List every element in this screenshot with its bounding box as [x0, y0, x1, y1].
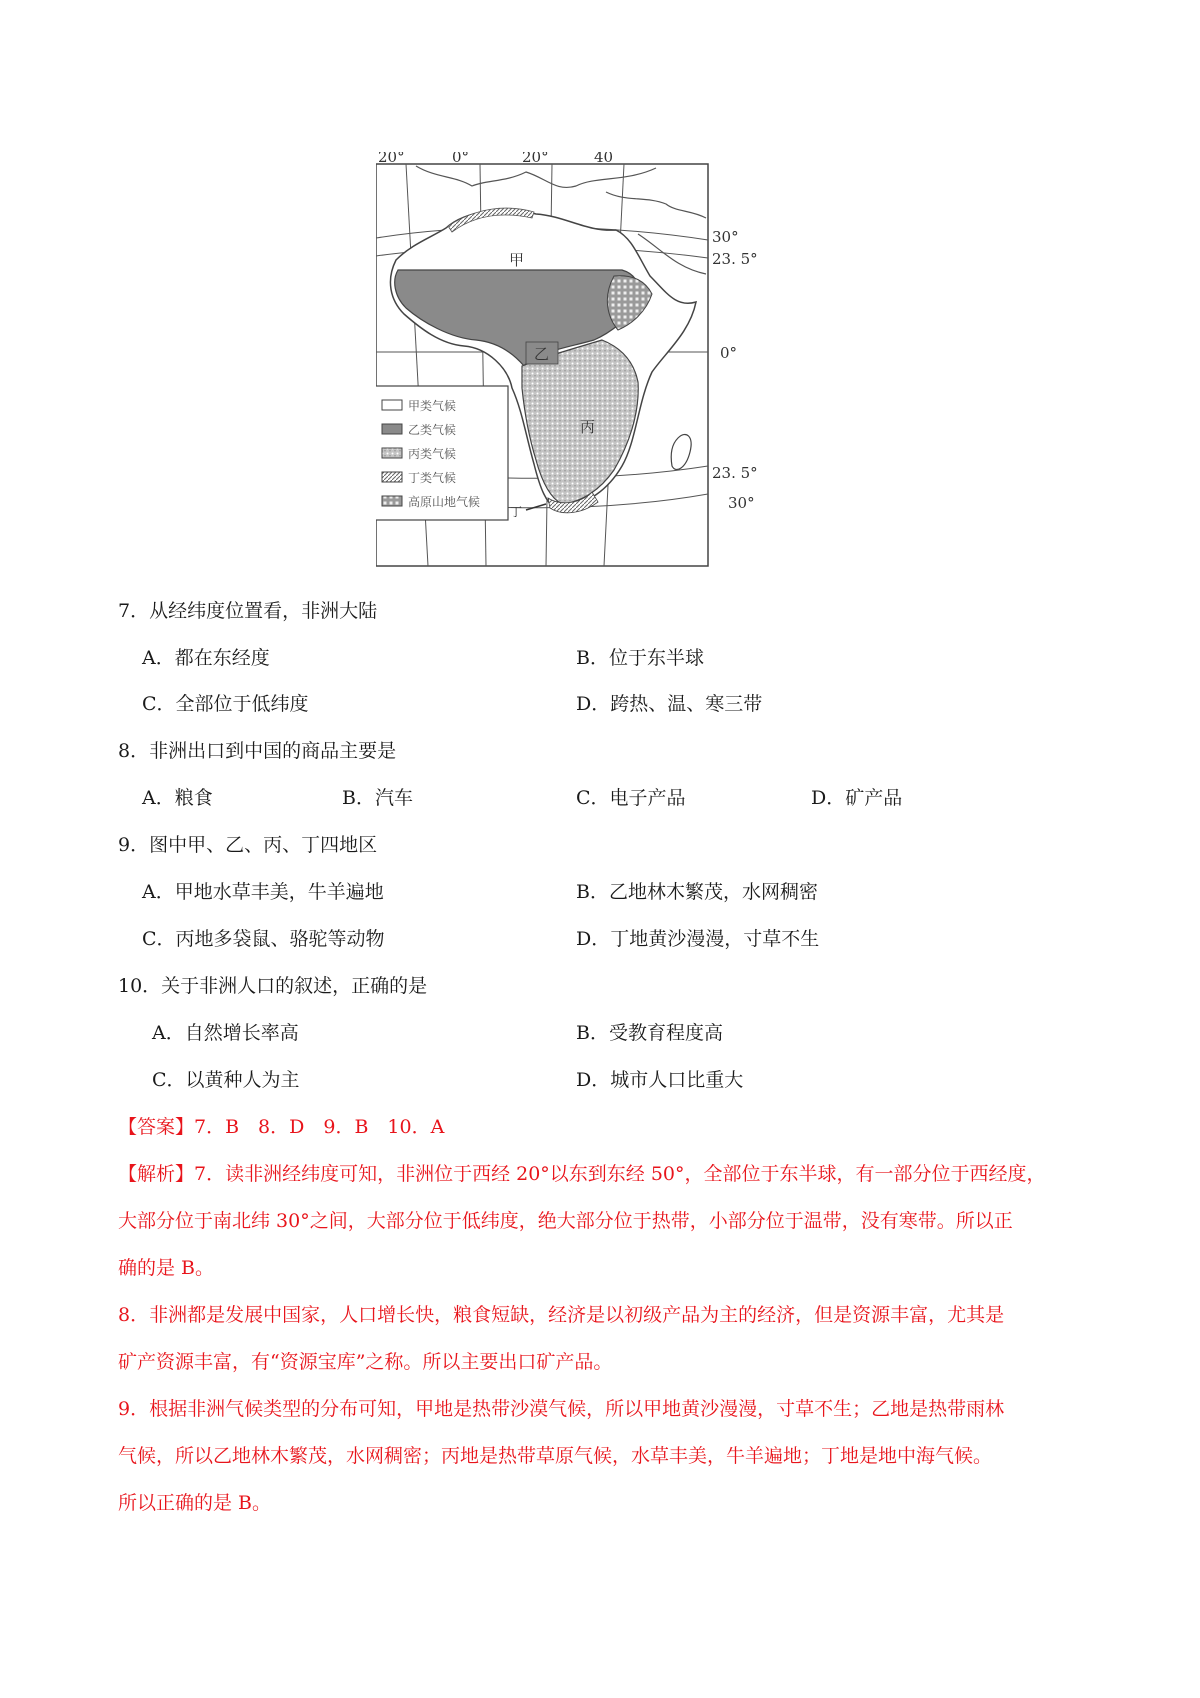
question-10-option-b: B．受教育程度高	[576, 1022, 723, 1044]
question-9-option-c: C．丙地多袋鼠、骆驼等动物	[142, 928, 385, 950]
analysis-line-3: 确的是 B。	[118, 1257, 215, 1279]
analysis-line-7: 气候，所以乙地林木繁茂，水网稠密；丙地是热带草原气候，水草丰美，牛羊遍地；丁地是地中海气候。	[118, 1445, 993, 1467]
region-label-ding: 丁	[510, 505, 523, 519]
question-10-option-a: A．自然增长率高	[152, 1022, 299, 1044]
legend-item-highland: 高原山地气候	[408, 495, 481, 509]
question-7-option-c: C．全部位于低纬度	[142, 693, 309, 715]
question-8-option-c: C．电子产品	[576, 787, 686, 809]
lon-label-20e: 20°	[522, 152, 549, 166]
legend-item-jia: 甲类气候	[408, 399, 457, 413]
lon-label-20w: 20°	[378, 152, 405, 166]
lon-label-40e: 40	[594, 152, 614, 166]
analysis-line-8: 所以正确的是 B。	[118, 1492, 272, 1514]
legend-item-bing: 丙类气候	[408, 447, 457, 461]
africa-climate-map	[376, 152, 820, 568]
analysis-line-2: 大部分位于南北纬 30°之间，大部分位于低纬度，绝大部分位于热带，小部分位于温带，没有寒带。所以正	[118, 1210, 1013, 1232]
question-8-stem: 8．非洲出口到中国的商品主要是	[118, 740, 397, 762]
region-label-jia: 甲	[509, 251, 525, 269]
map-legend	[376, 386, 508, 520]
analysis-line-5: 矿产资源丰富，有“资源宝库”之称。所以主要出口矿产品。	[118, 1351, 613, 1373]
question-10-stem: 10．关于非洲人口的叙述，正确的是	[118, 975, 428, 997]
question-10-option-d: D．城市人口比重大	[576, 1069, 744, 1091]
question-8-option-b: B．汽车	[342, 787, 413, 809]
region-label-bing: 丙	[580, 418, 596, 436]
lat-label-23n: 23. 5°	[712, 250, 758, 268]
question-7-option-b: B．位于东半球	[576, 647, 704, 669]
question-9-option-d: D．丁地黄沙漫漫，寸草不生	[576, 928, 820, 950]
analysis-line-6: 9．根据非洲气候类型的分布可知，甲地是热带沙漠气候，所以甲地黄沙漫漫，寸草不生；乙地是热带雨林	[118, 1398, 1005, 1420]
region-label-yi: 乙	[534, 345, 550, 363]
lat-label-30n: 30°	[712, 228, 739, 246]
question-9-option-b: B．乙地林木繁茂，水网稠密	[576, 881, 818, 903]
lon-label-0: 0°	[452, 152, 470, 166]
question-8-option-a: A．粮食	[142, 787, 213, 809]
question-7-stem: 7．从经纬度位置看，非洲大陆	[118, 600, 378, 622]
question-9-stem: 9．图中甲、乙、丙、丁四地区	[118, 834, 378, 856]
lat-label-0: 0°	[720, 344, 738, 362]
question-10-option-c: C．以黄种人为主	[152, 1069, 300, 1091]
question-7-option-a: A．都在东经度	[142, 647, 270, 669]
question-8-option-d: D．矿产品	[811, 787, 903, 809]
analysis-line-1: 【解析】7．读非洲经纬度可知，非洲位于西经 20°以东到东经 50°，全部位于东半球，有一部分位于西经度，	[118, 1163, 1046, 1185]
question-9-option-a: A．甲地水草丰美，牛羊遍地	[142, 881, 384, 903]
lat-label-23s: 23. 5°	[712, 464, 758, 482]
analysis-line-4: 8．非洲都是发展中国家，人口增长快，粮食短缺，经济是以初级产品为主的经济，但是资源丰富，尤其是	[118, 1304, 1005, 1326]
legend-item-ding: 丁类气候	[408, 471, 457, 485]
answer-key: 【答案】7．B 8．D 9．B 10．A	[118, 1116, 445, 1138]
question-7-option-d: D．跨热、温、寒三带	[576, 693, 763, 715]
lat-label-30s: 30°	[728, 494, 755, 512]
legend-item-yi: 乙类气候	[408, 423, 457, 437]
